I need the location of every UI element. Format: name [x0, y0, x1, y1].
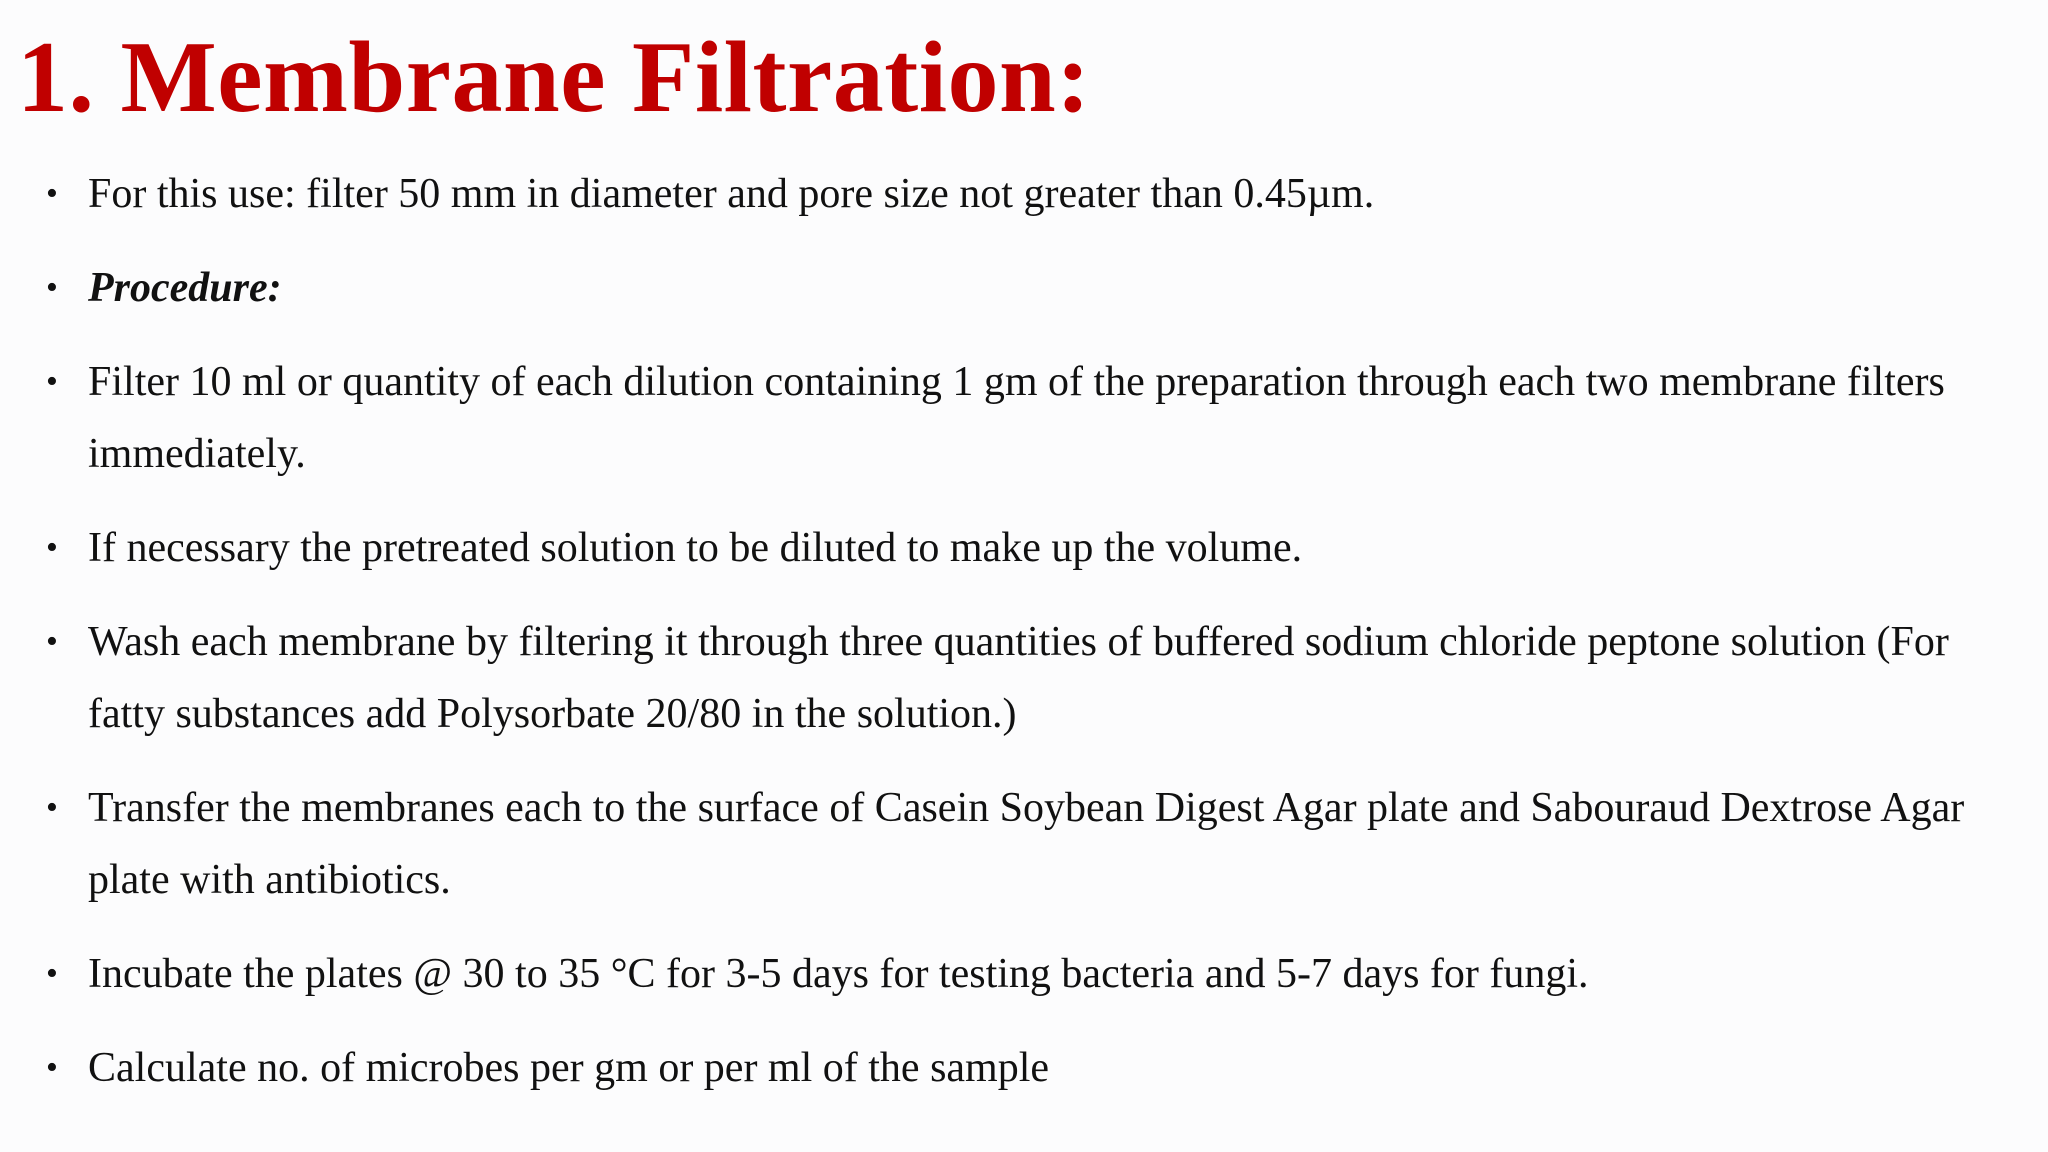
bullet-item-dilute-volume	[46, 512, 2006, 584]
bullet-text: For this use: filter 50 mm in diameter and pore size not greater than 0.45µm.	[88, 171, 1375, 217]
slide-title: 1. Membrane Filtration:	[17, 21, 1091, 134]
procedure-heading: Procedure:	[88, 265, 282, 311]
bullet-icon: •	[46, 623, 58, 660]
bullet-icon: •	[46, 955, 58, 992]
bullet-icon: •	[46, 363, 58, 400]
bullet-text: Incubate the plates @ 30 to 35 °C for 3-5 days for testing bacteria and 5-7 days for fungi.	[88, 951, 1589, 997]
bullet-text: Wash each membrane by filtering it through three quantities of buffered sodium chloride peptone solution (For fatty substances add Polysorbate 20/80 in the solution.)	[88, 619, 1949, 737]
bullet-list	[46, 158, 2006, 1126]
bullet-icon: •	[46, 269, 58, 306]
bullet-text: Calculate no. of microbes per gm or per ml of the sample	[88, 1045, 1050, 1091]
bullet-item-transfer-membranes	[46, 772, 2006, 916]
bullet-text: If necessary the pretreated solution to be diluted to make up the volume.	[88, 525, 1303, 571]
bullet-text: Transfer the membranes each to the surface of Casein Soybean Digest Agar plate and Sabouraud Dextrose Agar plate with antibiotics.	[88, 785, 1965, 903]
bullet-item-filter-spec	[46, 158, 2006, 230]
bullet-icon: •	[46, 175, 58, 212]
bullet-item-filter-dilution	[46, 346, 2006, 490]
bullet-text: Filter 10 ml or quantity of each dilution containing 1 gm of the preparation through each two membrane filters immediately.	[88, 359, 1945, 477]
bullet-item-incubate	[46, 938, 2006, 1010]
bullet-icon: •	[46, 1049, 58, 1086]
bullet-item-calculate	[46, 1032, 2006, 1104]
bullet-item-procedure-heading	[46, 252, 2006, 324]
bullet-item-wash-membrane	[46, 606, 2006, 750]
bullet-icon: •	[46, 789, 58, 826]
bullet-icon: •	[46, 529, 58, 566]
